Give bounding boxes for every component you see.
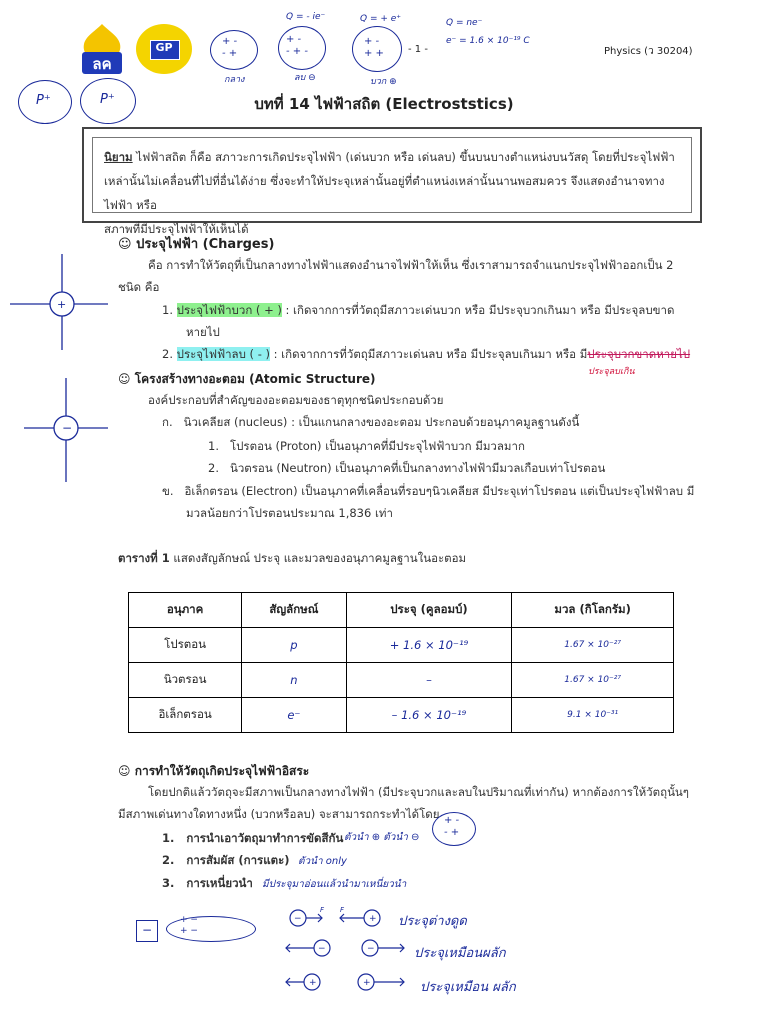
page-title: บทที่ 14 ไฟฟ้าสถิต (Electroststics) bbox=[254, 95, 514, 113]
svg-text:−: − bbox=[62, 421, 73, 435]
neutral-label: กลาง bbox=[224, 75, 245, 85]
struck-text: ประจุบวกขาดหายไป bbox=[587, 347, 691, 361]
e-value-note: e⁻ = 1.6 × 10⁻¹⁹ C bbox=[446, 36, 530, 46]
method-text: การสัมผัส (การแตะ) bbox=[186, 853, 290, 867]
force-label: F bbox=[320, 906, 325, 914]
proton-label-2: P⁺ bbox=[100, 92, 115, 107]
repel-note-2: ประจุเหมือน ผลัก bbox=[420, 980, 516, 995]
free-charge-para-1: โดยปกติแล้ววัตถุจะมีสภาพเป็นกลางทางไฟฟ้า (มีประจุบวกและลบในปริมาณที่เท่ากัน) หากต้องการให้วัตถุนั้นๆ bbox=[148, 785, 689, 799]
table-row bbox=[129, 698, 674, 733]
positive-field-sketch bbox=[0, 254, 110, 354]
atomic-neutron bbox=[208, 460, 605, 476]
method-1 bbox=[162, 830, 343, 846]
proton-text: โปรตอน (Proton) เป็นอนุภาคที่มีประจุไฟฟ้าบวก มีมวลมาก bbox=[229, 439, 525, 453]
svg-text:+: + bbox=[57, 298, 67, 311]
neutral-signs: + - - + bbox=[222, 36, 238, 59]
positive-label: บวก ⊕ bbox=[370, 77, 397, 87]
table-cell: อิเล็กตรอน bbox=[129, 698, 242, 733]
negative-charge-highlight: ประจุไฟฟ้าลบ ( - ) bbox=[176, 347, 270, 361]
negative-signs: + - - + - bbox=[286, 34, 308, 57]
table-cell: นิวตรอน bbox=[129, 663, 242, 698]
table-cell: – bbox=[346, 663, 512, 698]
method-3-note: มีประจุมาอ่อนแล้วนำมาเหนี่ยวนำ bbox=[262, 879, 407, 890]
neutron-text: นิวตรอน (Neutron) เป็นอนุภาคที่เป็นกลางทางไฟฟ้ามีมวลเกือบเท่าโปรตอน bbox=[229, 461, 606, 475]
svg-text:−: − bbox=[318, 944, 326, 954]
table-cell: โปรตอน bbox=[129, 628, 242, 663]
atomic-item-nucleus bbox=[162, 414, 579, 430]
item-letter: ก. bbox=[162, 415, 173, 429]
table-caption bbox=[118, 550, 466, 566]
badge-text: GP bbox=[155, 41, 173, 54]
item-number: 1. bbox=[162, 831, 175, 845]
svg-text:+: + bbox=[369, 914, 377, 924]
repel-note-1: ประจุเหมือนผลัก bbox=[414, 946, 506, 961]
col-header: ประจุ (คูลอมบ์) bbox=[346, 593, 512, 628]
col-header: สัญลักษณ์ bbox=[242, 593, 346, 628]
table-cell: p bbox=[242, 628, 346, 663]
definition-text bbox=[104, 145, 684, 241]
force-label: F bbox=[340, 906, 345, 914]
school-logo bbox=[80, 22, 124, 74]
col-header: มวล (กิโลกรัม) bbox=[512, 593, 674, 628]
definition-line-3: สภาพที่มีประจุไฟฟ้าให้เห็นได้ bbox=[104, 222, 249, 236]
table-cell: + 1.6 × 10⁻¹⁹ bbox=[346, 628, 512, 663]
course-code: Physics (ว 30204) bbox=[604, 46, 693, 57]
caption-text: แสดงสัญลักษณ์ ประจุ และมวลของอนุภาคมูลฐานในอะตอม bbox=[169, 551, 467, 565]
neutral-object-signs: + - - + bbox=[444, 815, 460, 838]
method-text: การนำเอาวัตถุมาทำการขัดสีกัน bbox=[186, 831, 344, 845]
method-1-note: ตัวนำ ⊕ ตัวนำ ⊖ bbox=[344, 832, 420, 843]
svg-text:+: + bbox=[363, 978, 371, 988]
positive-charge-cont: หายไป bbox=[186, 325, 220, 339]
caption-label: ตารางที่ 1 bbox=[118, 551, 170, 565]
svg-text:−: − bbox=[294, 914, 302, 924]
table-row bbox=[129, 628, 674, 663]
item-number: 3. bbox=[162, 876, 175, 890]
atomic-electron bbox=[162, 483, 694, 499]
logo-text: ลค bbox=[92, 55, 112, 73]
page-number: - 1 - bbox=[408, 44, 428, 55]
negative-rod-box bbox=[136, 920, 158, 942]
free-charge-heading: ☺ การทำให้วัตถุเกิดประจุไฟฟ้าอิสระ bbox=[118, 764, 310, 778]
definition-line-1: ไฟฟ้าสถิต ก็คือ สภาวะการเกิดประจุไฟฟ้า (เด่นบวก หรือ เด่นลบ) ขึ้นบนบางตำแหน่งบนวัสดุ โดยที่ประจุไฟฟ้า bbox=[132, 150, 675, 164]
charges-intro-2: ชนิด คือ bbox=[118, 280, 160, 294]
item-number: 1. bbox=[162, 303, 173, 317]
item-number: 1. bbox=[208, 439, 219, 453]
positive-charge-highlight: ประจุไฟฟ้าบวก ( + ) bbox=[176, 303, 282, 317]
charge-item-positive bbox=[162, 302, 674, 318]
item-number: 2. bbox=[208, 461, 219, 475]
attract-note: ประจุต่างดูด bbox=[398, 914, 467, 929]
method-2 bbox=[162, 852, 290, 868]
charge-item-negative bbox=[162, 346, 690, 362]
negative-charge-text: : เกิดจากการที่วัตถุมีสภาวะเด่นลบ หรือ มีประจุลบเกินมา หรือ มี bbox=[270, 347, 588, 361]
svg-text:−: − bbox=[367, 944, 375, 954]
definition-box bbox=[82, 127, 702, 236]
q-negative-note: Q = - ie⁻ bbox=[286, 12, 326, 22]
definition-term: นิยาม bbox=[104, 150, 133, 164]
electron-text: อิเล็กตรอน (Electron) เป็นอนุภาคที่เคลื่อนที่รอบๆนิวเคลียส มีประจุเท่าโปรตอน แต่เป็นประจุไฟฟ้าลบ มี bbox=[184, 484, 695, 498]
table-header-row bbox=[129, 593, 674, 628]
atomic-intro: องค์ประกอบที่สำคัญของอะตอมของธาตุทุกชนิดประกอบด้วย bbox=[148, 393, 444, 407]
table-cell: e⁻ bbox=[242, 698, 346, 733]
svg-text:+: + bbox=[309, 978, 317, 988]
atomic-heading: ☺ โครงสร้างทางอะตอม (Atomic Structure) bbox=[118, 372, 376, 386]
free-charge-para-2: มีสภาพเด่นทางใดทางหนึ่ง (บวกหรือลบ) จะสามารถกระทำได้โดย bbox=[118, 807, 440, 821]
particle-table bbox=[128, 592, 674, 733]
table-cell: n bbox=[242, 663, 346, 698]
col-header: อนุภาค bbox=[129, 593, 242, 628]
charges-intro-1: คือ การทำให้วัตถุที่เป็นกลางทางไฟฟ้าแสดงอำนาจไฟฟ้าให้เห็น ซึ่งเราสามารถจำแนกประจุไฟฟ้าออกเป็น 2 bbox=[148, 258, 674, 272]
method-text: การเหนี่ยวนำ bbox=[186, 876, 253, 890]
proton-label-1: P⁺ bbox=[36, 93, 51, 108]
nucleus-text: นิวเคลียส (nucleus) : เป็นแกนกลางของอะตอม ประกอบด้วยอนุภาคมูลฐานดังนี้ bbox=[183, 415, 580, 429]
positive-signs: + - + + bbox=[364, 36, 384, 59]
negative-field-sketch bbox=[20, 376, 110, 486]
q-formula-note: Q = ne⁻ bbox=[446, 18, 483, 28]
table-cell: 1.67 × 10⁻²⁷ bbox=[512, 663, 674, 698]
positive-charge-text: : เกิดจากการที่วัตถุมีสภาวะเด่นบวก หรือ มีประจุบวกเกินมา หรือ มีประจุลบขาด bbox=[281, 303, 675, 317]
charges-heading: ☺ ประจุไฟฟ้า (Charges) bbox=[118, 237, 275, 252]
method-3 bbox=[162, 875, 253, 891]
table-cell: 1.67 × 10⁻²⁷ bbox=[512, 628, 674, 663]
table-cell: – 1.6 × 10⁻¹⁹ bbox=[346, 698, 512, 733]
force-arrows-sketch bbox=[280, 900, 410, 1000]
program-badge bbox=[136, 24, 192, 74]
handwritten-correction: ประจุลบเกิน bbox=[588, 367, 635, 377]
item-number: 2. bbox=[162, 347, 173, 361]
induced-signs: + − + − bbox=[180, 915, 198, 936]
rod-sign: − bbox=[142, 923, 153, 937]
table-cell: 9.1 × 10⁻³¹ bbox=[512, 698, 674, 733]
negative-label: ลบ ⊖ bbox=[294, 73, 316, 83]
table-row bbox=[129, 663, 674, 698]
atomic-proton bbox=[208, 438, 525, 454]
q-positive-note: Q = + e⁺ bbox=[360, 14, 402, 24]
item-number: 2. bbox=[162, 853, 175, 867]
electron-cont: มวลน้อยกว่าโปรตอนประมาณ 1,836 เท่า bbox=[186, 506, 393, 520]
method-2-note: ตัวนำ only bbox=[298, 856, 347, 867]
definition-line-2: เหล่านั้นไม่เคลื่อนที่ไปที่อื่นได้ง่าย ซึ่งจะทำให้ประจุเหล่านั้นอยู่ที่ตำแหน่งเหล่านั้นนานพอสมควร จึงแสดงอำนาจทางไฟฟ้า หรือ bbox=[104, 174, 665, 212]
item-letter: ข. bbox=[162, 484, 174, 498]
